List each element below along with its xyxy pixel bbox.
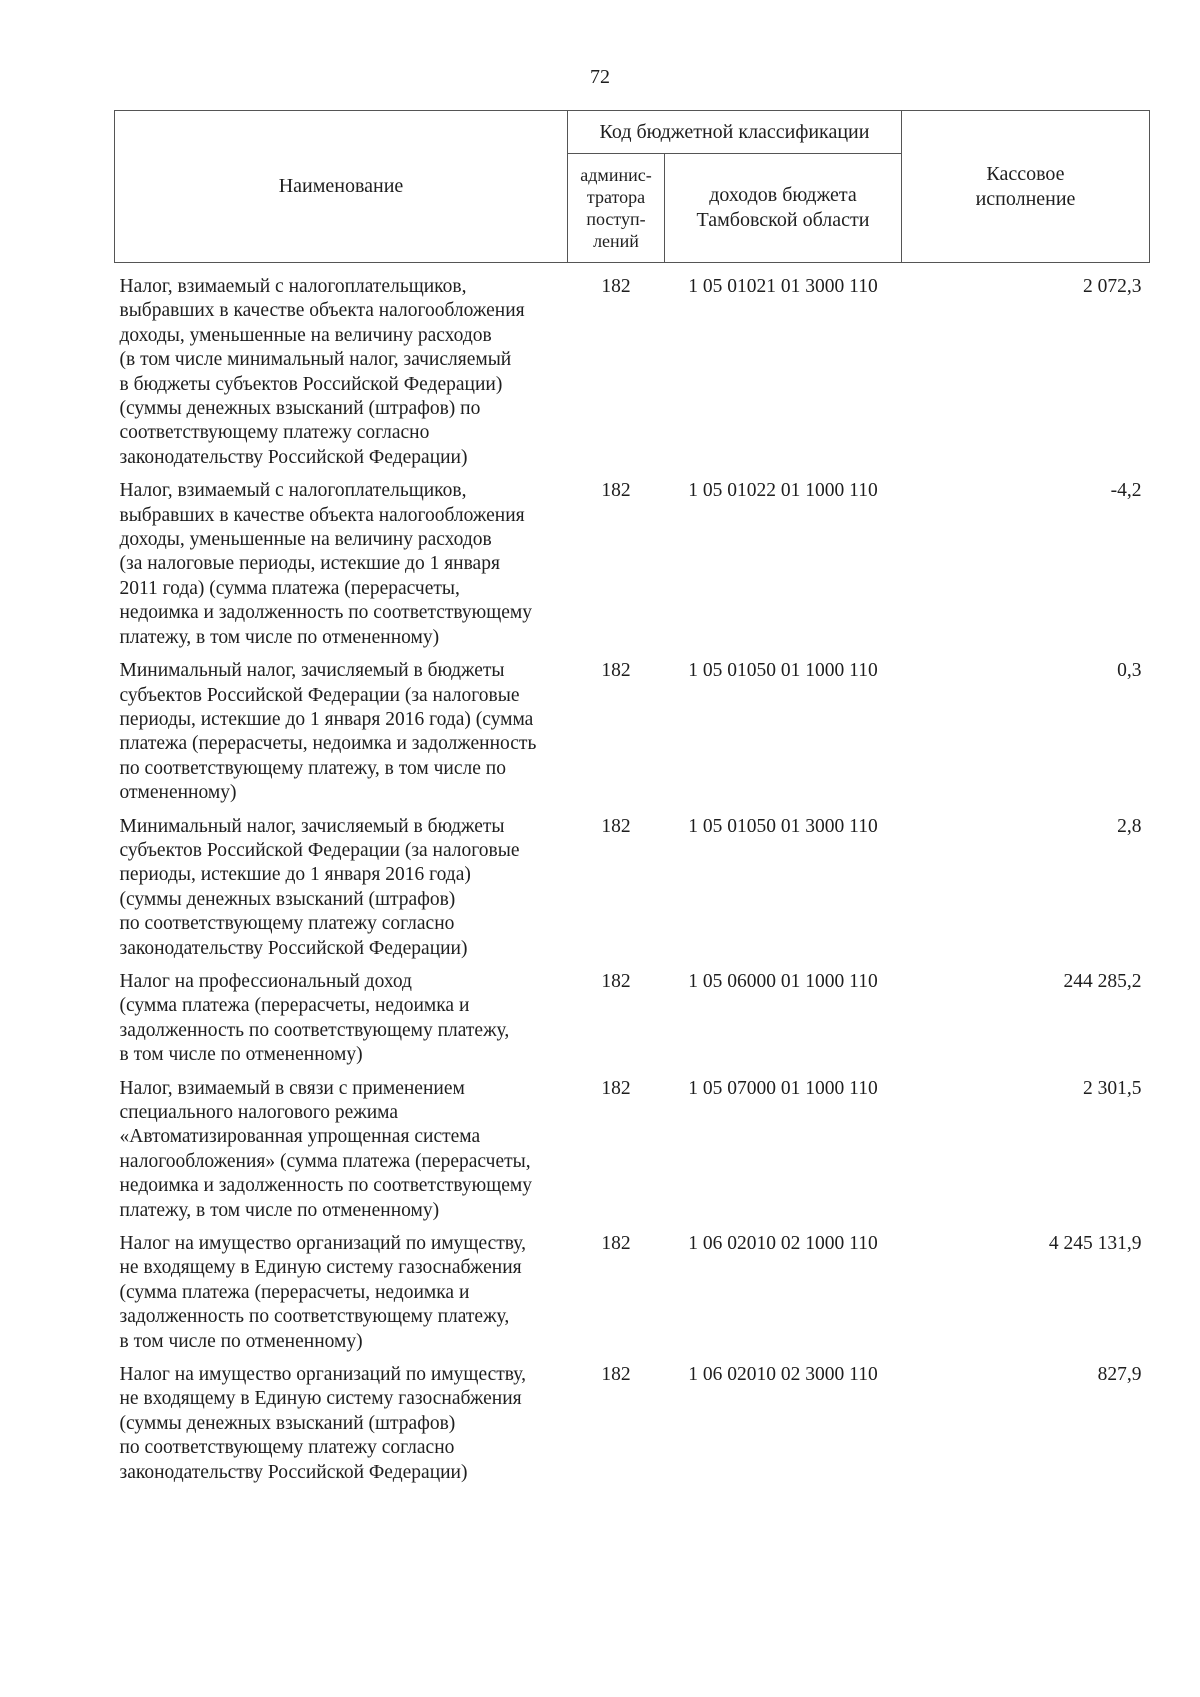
row-income-code: 1 06 02010 02 3000 110	[688, 1364, 878, 1386]
row-name: Налог на имущество организаций по имуществу, не входящему в Единую систему газоснабжения (сумма платежа (перерасчеты, недоимка и задолженность по соответствующему платежу, в том числе по отмененному)	[119, 1233, 526, 1352]
table-row	[115, 659, 1150, 814]
row-name: Налог, взимаемый с налогоплательщиков, выбравших в качестве объекта налогообложения доходы, уменьшенные на величину расходов (в том числе минимальный налог, зачисляемый в бюджеты субъектов Российской Федерации) (суммы денежных взысканий (штрафов) по соответствующему платежу согласно законодательству Российской Федерации)	[119, 276, 525, 468]
row-amount: 2 301,5	[1083, 1077, 1142, 1099]
row-admin-code: 182	[601, 1233, 631, 1255]
row-name: Налог, взимаемый в связи с применением специального налогового режима «Автоматизированная упрощенная система налогообложения» (сумма платежа (перерасчеты, недоимка и задолженность по соответствующему платежу, в том числе по отмененному)	[119, 1077, 533, 1221]
row-name: Налог на имущество организаций по имуществу, не входящему в Единую систему газоснабжения (суммы денежных взысканий (штрафов) по соответствующему платежу согласно законодательству Российской Федерации)	[119, 1364, 526, 1483]
row-name: Минимальный налог, зачисляемый в бюджеты субъектов Российской Федерации (за налоговые периоды, истекшие до 1 января 2016 года) (сумма платежа (перерасчеты, недоимка и задолженность по соответствующему платежу, в том числе по отмененному)	[119, 660, 537, 804]
row-amount: 4 245 131,9	[1048, 1233, 1142, 1255]
header-admin: админис- тратора поступ- лений	[568, 154, 665, 263]
row-income-code: 1 05 01050 01 1000 110	[688, 660, 878, 682]
row-income-code: 1 05 06000 01 1000 110	[688, 970, 878, 992]
row-income-code: 1 06 02010 02 1000 110	[688, 1233, 878, 1255]
row-name: Налог на профессиональный доход (сумма платежа (перерасчеты, недоимка и задолженность по соответствующему платежу, в том числе по отмененному)	[119, 970, 510, 1066]
table-row	[115, 479, 1150, 659]
header-classification-group: Код бюджетной классификации	[568, 111, 902, 154]
row-income-code: 1 05 01050 01 3000 110	[688, 815, 878, 837]
row-amount: 2,8	[1117, 815, 1142, 837]
row-amount: -4,2	[1110, 480, 1142, 502]
row-amount: 244 285,2	[1063, 970, 1142, 992]
row-admin-code: 182	[601, 660, 631, 682]
table-body	[115, 263, 1150, 1495]
table-header	[115, 111, 1150, 263]
row-name: Налог, взимаемый с налогоплательщиков, выбравших в качестве объекта налогообложения доходы, уменьшенные на величину расходов (за налоговые периоды, истекшие до 1 января 2011 года) (сумма платежа (перерасчеты, недоимка и задолженность по соответствующему платежу, в том числе по отмененному)	[119, 480, 533, 648]
row-amount: 827,9	[1097, 1364, 1142, 1386]
row-admin-code: 182	[601, 1077, 631, 1099]
row-admin-code: 182	[601, 276, 631, 297]
table-row	[115, 1232, 1150, 1363]
row-admin-code: 182	[601, 1364, 631, 1386]
row-amount: 0,3	[1117, 660, 1142, 682]
header-income: доходов бюджета Тамбовской области	[665, 154, 902, 263]
page-number: 72	[590, 66, 610, 88]
table-row	[115, 815, 1150, 970]
row-amount: 2 072,3	[1083, 276, 1142, 297]
row-admin-code: 182	[601, 970, 631, 992]
row-income-code: 1 05 01021 01 3000 110	[688, 276, 878, 297]
table-row	[115, 1363, 1150, 1494]
budget-table	[114, 110, 1150, 1494]
table-row	[115, 1077, 1150, 1232]
row-name: Минимальный налог, зачисляемый в бюджеты субъектов Российской Федерации (за налоговые периоды, истекшие до 1 января 2016 года) (суммы денежных взысканий (штрафов) по соответствующему платежу согласно законодательству Российской Федерации)	[119, 815, 520, 959]
row-admin-code: 182	[601, 815, 631, 837]
header-name: Наименование	[115, 111, 568, 263]
table-row	[115, 970, 1150, 1077]
header-amount: Кассовое исполнение	[902, 111, 1150, 263]
row-income-code: 1 05 01022 01 1000 110	[688, 480, 878, 502]
row-income-code: 1 05 07000 01 1000 110	[688, 1077, 878, 1099]
row-admin-code: 182	[601, 480, 631, 502]
table-row	[115, 275, 1150, 479]
